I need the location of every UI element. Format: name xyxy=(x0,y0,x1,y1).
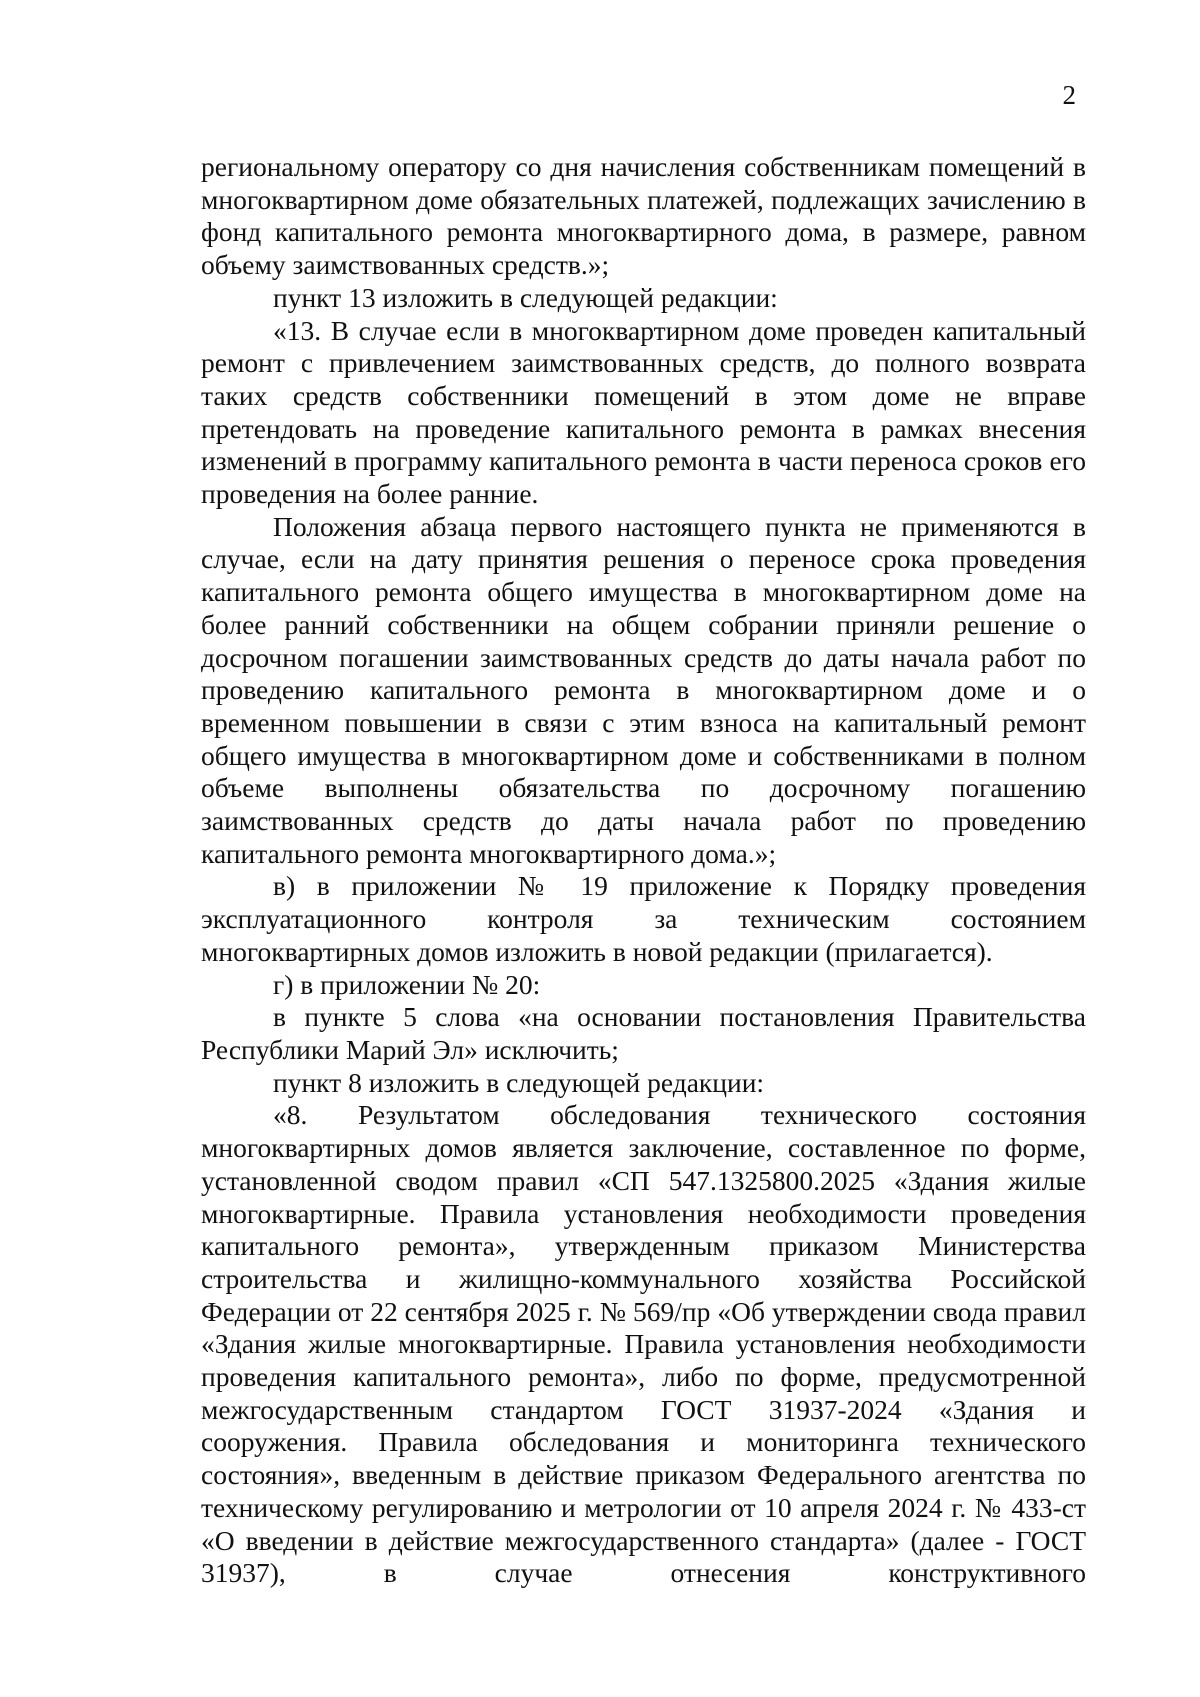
paragraph: региональному оператору со дня начисления собственникам помещений в многоквартирном доме обязательных платежей, подлежащих зачислению в фонд капитального ремонта многоквартирного дома, в размере, равном объему заимствованных средств.»; xyxy=(201,151,1086,281)
paragraph: «8. Результатом обследования технического состояния многоквартирных домов является заключение, составленное по форме, установленной сводом правил «СП 547.1325800.2025 «Здания жилые многоквартирные. Правила установления необходимости проведения капитального ремонта», утвержденным приказом Министерства строительства и жилищно-коммунального хозяйства Российской Федерации от 22 сентября 2025 г. № 569/пр «Об утверждении свода правил «Здания жилые многоквартирные. Правила установления необходимости проведения капитального ремонта», либо по форме, предусмотренной межгосударственным стандартом ГОСТ 31937-2024 «Здания и сооружения. Правила обследования и мониторинга технического состояния», введенным в действие приказом Федерального агентства по техническому регулированию и метрологии от 10 апреля 2024 г. № 433-ст «О введении в действие межгосударственного стандарта» (далее - ГОСТ 31937), в случае отнесения конструктивного xyxy=(201,1099,1086,1589)
page-number: 2 xyxy=(1062,80,1076,110)
paragraph: в) в приложении № 19 приложение к Порядку проведения эксплуатационного контроля за техническим состоянием многоквартирных домов изложить в новой редакции (прилагается). xyxy=(201,870,1086,967)
paragraph: пункт 13 изложить в следующей редакции: xyxy=(273,281,778,313)
document-body xyxy=(201,151,1086,1590)
paragraph: пункт 8 изложить в следующей редакции: xyxy=(273,1066,765,1098)
paragraph: г) в приложении № 20: xyxy=(273,968,541,1000)
paragraph: Положения абзаца первого настоящего пункта не применяются в случае, если на дату принятия решения о переносе срока проведения капитального ремонта общего имущества в многоквартирном доме на более ранний собственники на общем собрании приняли решение о досрочном погашении заимствованных средств до даты начала работ по проведению капитального ремонта в многоквартирном доме и о временном повышении в связи с этим взноса на капитальный ремонт общего имущества в многоквартирном доме и собственниками в полном объеме выполнены обязательства по досрочному погашению заимствованных средств до даты начала работ по проведению капитального ремонта многоквартирного дома.»; xyxy=(201,510,1086,869)
paragraph: «13. В случае если в многоквартирном доме проведен капитальный ремонт с привлечением заимствованных средств, до полного возврата таких средств собственники помещений в этом доме не вправе претендовать на проведение капитального ремонта в рамках внесения изменений в программу капитального ремонта в части переноса сроков его проведения на более ранние. xyxy=(201,314,1086,510)
paragraph: в пункте 5 слова «на основании постановления Правительства Республики Марий Эл» исключить; xyxy=(201,1001,1086,1065)
